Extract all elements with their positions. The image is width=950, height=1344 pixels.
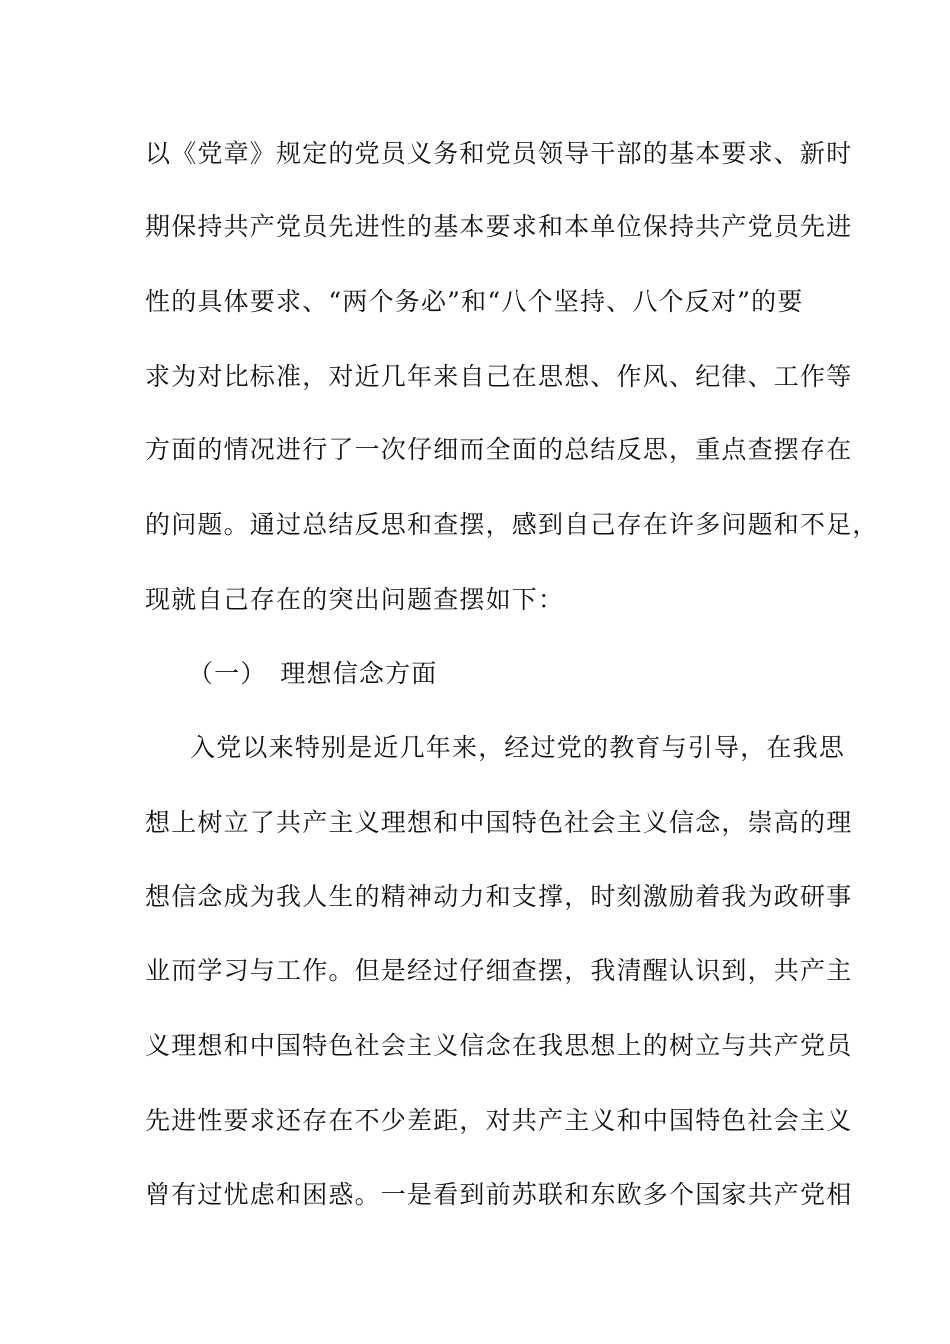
text-line: 想上树立了共产主义理想和中国特色社会主义信念，崇高的理 xyxy=(145,808,853,837)
text-line: 方面的情况进行了一次仔细而全面的总结反思，重点查摆存在 xyxy=(145,435,853,464)
text-line: 义理想和中国特色社会主义信念在我思想上的树立与共产党员 xyxy=(145,1031,853,1060)
text-line: 先进性要求还存在不少差距，对共产主义和中国特色社会主义 xyxy=(145,1106,853,1135)
text-line: 期保持共产党员先进性的基本要求和本单位保持共产党员先进 xyxy=(145,212,853,241)
text-line: 曾有过忧虑和困惑。一是看到前苏联和东欧多个国家共产党相 xyxy=(145,1180,853,1209)
text-line: 以《党章》规定的党员义务和党员领导干部的基本要求、新时 xyxy=(145,139,853,168)
text-line: 性的具体要求、“两个务必”和“八个坚持、八个反对”的要 xyxy=(145,287,804,316)
text-line: 现就自己存在的突出问题查摆如下： xyxy=(145,585,565,614)
text-line: 业而学习与工作。但是经过仔细查摆，我清醒认识到，共产主 xyxy=(145,956,853,985)
section-heading: （一） 理想信念方面 xyxy=(188,659,438,688)
text-line: 想信念成为我人生的精神动力和支撑，时刻激励着我为政研事 xyxy=(145,882,853,911)
paragraph-first-line: 入党以来特别是近几年来，经过党的教育与引导，在我思 xyxy=(190,733,846,762)
text-line: 求为对比标准，对近几年来自己在思想、作风、纪律、工作等 xyxy=(145,362,853,391)
text-line: 的问题。通过总结反思和查摆，感到自己存在许多问题和不足， xyxy=(145,510,879,539)
